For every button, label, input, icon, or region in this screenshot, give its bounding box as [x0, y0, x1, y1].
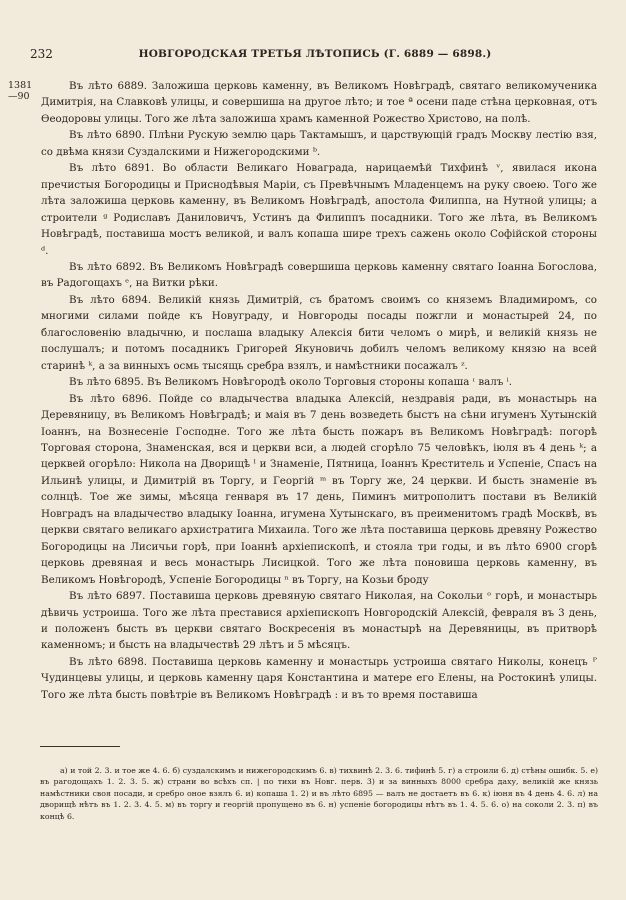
main-text: [41, 78, 597, 703]
paragraph-6896: Въ лѣто 6896. Пойде со владычества владыка Алексій, нездравія ради, въ монастырь на Деревяницу, въ Великомъ Новѣградѣ; и маія въ 7 день возведеть быстъ на сѣни игуменъ Хутынскій Іоаннъ, на Вознесеніе Господне. Того же лѣта бысть пожаръ въ Великомъ Новѣградѣ: погорѣ Торговая сторона, Знаменская, вся и церкви вси, а людей сгорѣло 75 человѣкъ, іюля въ 4 день ᵏ; а церквей огорѣло: Никола на Дворищѣ ˡ и Знаменіе, Пятница, Іоаннъ Креститель и Успеніе, Спасъ на Ильинѣ улицы, и Димитрій въ Торгу, и Георгій ᵐ въ Торгу же, 24 церкви. И бысть знаменіе въ солнцѣ. Тое же зимы, мѣсяца генваря въ 17 день, Пиминъ митрополитъ постави въ Великій Новградъ на владычество владыку Іоанна, игумена Хутынскаго, въ преименитомъ градѣ Москвѣ, въ церкви святаго великаго архистратига Михаила. Того же лѣта поставиша церковь древяну Рожество Богородицы на Лисичьи горѣ, при Іоаннѣ архіепископѣ, и стояла три годы, и въ лѣто 6900 сгорѣ церковь древяная и весь монастырь Лисицкой. Того же лѣта поновиша церковь каменну, въ Великомъ Новѣгородѣ, Успеніе Богородицы ⁿ въ Торгу, на Козьи броду: [41, 392, 597, 586]
paragraph-6895: Въ лѣто 6895. Въ Великомъ Новѣгородѣ около Торговыя стороны копаша ᶦ валъ ⁱ.: [69, 376, 512, 389]
paragraph-6892: Въ лѣто 6892. Въ Великомъ Новѣградѣ совершиша церковь каменну святаго Іоанна Богослова, въ Радогощахъ ᵉ, на Витки рѣки.: [41, 260, 597, 290]
paragraph-6898: Въ лѣто 6898. Поставиша церковь каменну и монастырь устроиша святаго Николы, конецъ ᴾ Чудинцевы улицы, и церковь каменну царя Константина и матере его Елены, на Ростокинѣ улицы. Того же лѣта бысть повѣтріе въ Великомъ Новѣградѣ : и въ то время поставиша: [41, 655, 597, 701]
margin-year-range: 1381 —90: [8, 80, 33, 102]
paragraph-6891: Въ лѣто 6891. Во области Великаго Новаграда, нарицаемѣй Тихфинѣ ᵛ, явилася икона пречистыя Богородицы и Приснодѣвыя Маріи, съ Превѣчнымъ Младенцемъ на руку своею. Того же лѣта заложиша церковь каменну, въ Великомъ Новѣградѣ, апостола Филиппа, на Нутной улицы; а строители ᵍ Родиславъ Даниловичъ, Устинъ да Филиппъ посадники. Того же лѣта, въ Великомъ Новѣградѣ, поставиша мостъ великой, и валъ копаша шире трехъ сажень около Софійской стороны ᵈ.: [41, 162, 597, 257]
paragraph-6894: Въ лѣто 6894. Великій князь Димитрій, съ братомъ своимъ со княземъ Владимиромъ, со многими силами пойде къ Новуграду, и Новгороды посады пожгли и монастырей 24, по благословенію владычню, и послаша владыку Алексія бити челомъ о мирѣ, и великій князь не послушалъ; и потомъ посадникъ Григорей Якуновичь добилъ челомъ великому князю на всей старинѣ ᵏ, а за винныхъ осмь тысящь сребра взялъ, и намѣстники посажалъ ᶻ.: [41, 293, 597, 372]
margin-year-note: [8, 80, 38, 102]
running-title: НОВГОРОДСКАЯ ТРЕТЬЯ ЛѢТОПИСЬ (Г. 6889 — 6898.): [138, 48, 492, 60]
paragraph-6889: Въ лѣто 6889. Заложиша церковь каменну, въ Великомъ Новѣградѣ, святаго великомученика Димитрія, на Славковѣ улицы, и совершиша на другое лѣто; и тое ª осени паде стѣна церковная, отъ Өеодоровы улицы. Того же лѣта заложиша храмъ каменной Рожество Христово, на полѣ.: [41, 80, 597, 125]
page-header: [30, 46, 600, 62]
footnote-text: а) и той 2. 3. и тое же 4. 6. б) суздалскимъ и нижегородскимъ 6. в) тихвинѣ 2. 3. 6. тифинѣ 5. г) а строили 6. д) стѣны ошибк. 5. е) въ рагодощахъ 1. 2. 3. 5. ж) страни во всѣхъ сп. | по тихи въ Новг. перв. 3) и за винныхъ 8000 сребра даху, великій же князь намѣстники своя посади, и сребро оное взялъ 6. и) копаша 1. 2) и въ лѣто 6895 — валъ не достаетъ въ 6. к) іюня въ 4 день 4. 6. л) на дворищѣ нѣтъ въ 1. 2. 3. 4. 5. м) въ торгу и георгій пропущено въ 6. н) успеніе богородицы нѣтъ въ 1. 4. 5. 6. о) на соколи 2. 3. п) въ концѣ 6.: [40, 766, 598, 821]
paragraph-6890: Въ лѣто 6890. Плѣни Рускую землю царь Тактамышъ, и царствующій градъ Москву лестію взя, со двѣма князи Суздалскими и Нижегородскими ᵇ.: [41, 129, 597, 158]
footnotes: [40, 765, 598, 822]
page-number: 232: [30, 47, 53, 61]
footnote-divider: [40, 746, 120, 747]
paragraph-6897: Въ лѣто 6897. Поставиша церковь древяную святаго Николая, на Сокольи ᵒ горѣ, и монастырь дѣвичь устроиша. Того же лѣта преставися архіепископъ Новгородскій Алексій, февраля въ 3 день, и положенъ бысть въ церкви святаго Воскресенія въ монастырѣ на Деревяницы, въ притворѣ каменномъ; и бысть на владычествѣ 29 лѣтъ и 5 мѣсяцъ.: [41, 590, 597, 652]
